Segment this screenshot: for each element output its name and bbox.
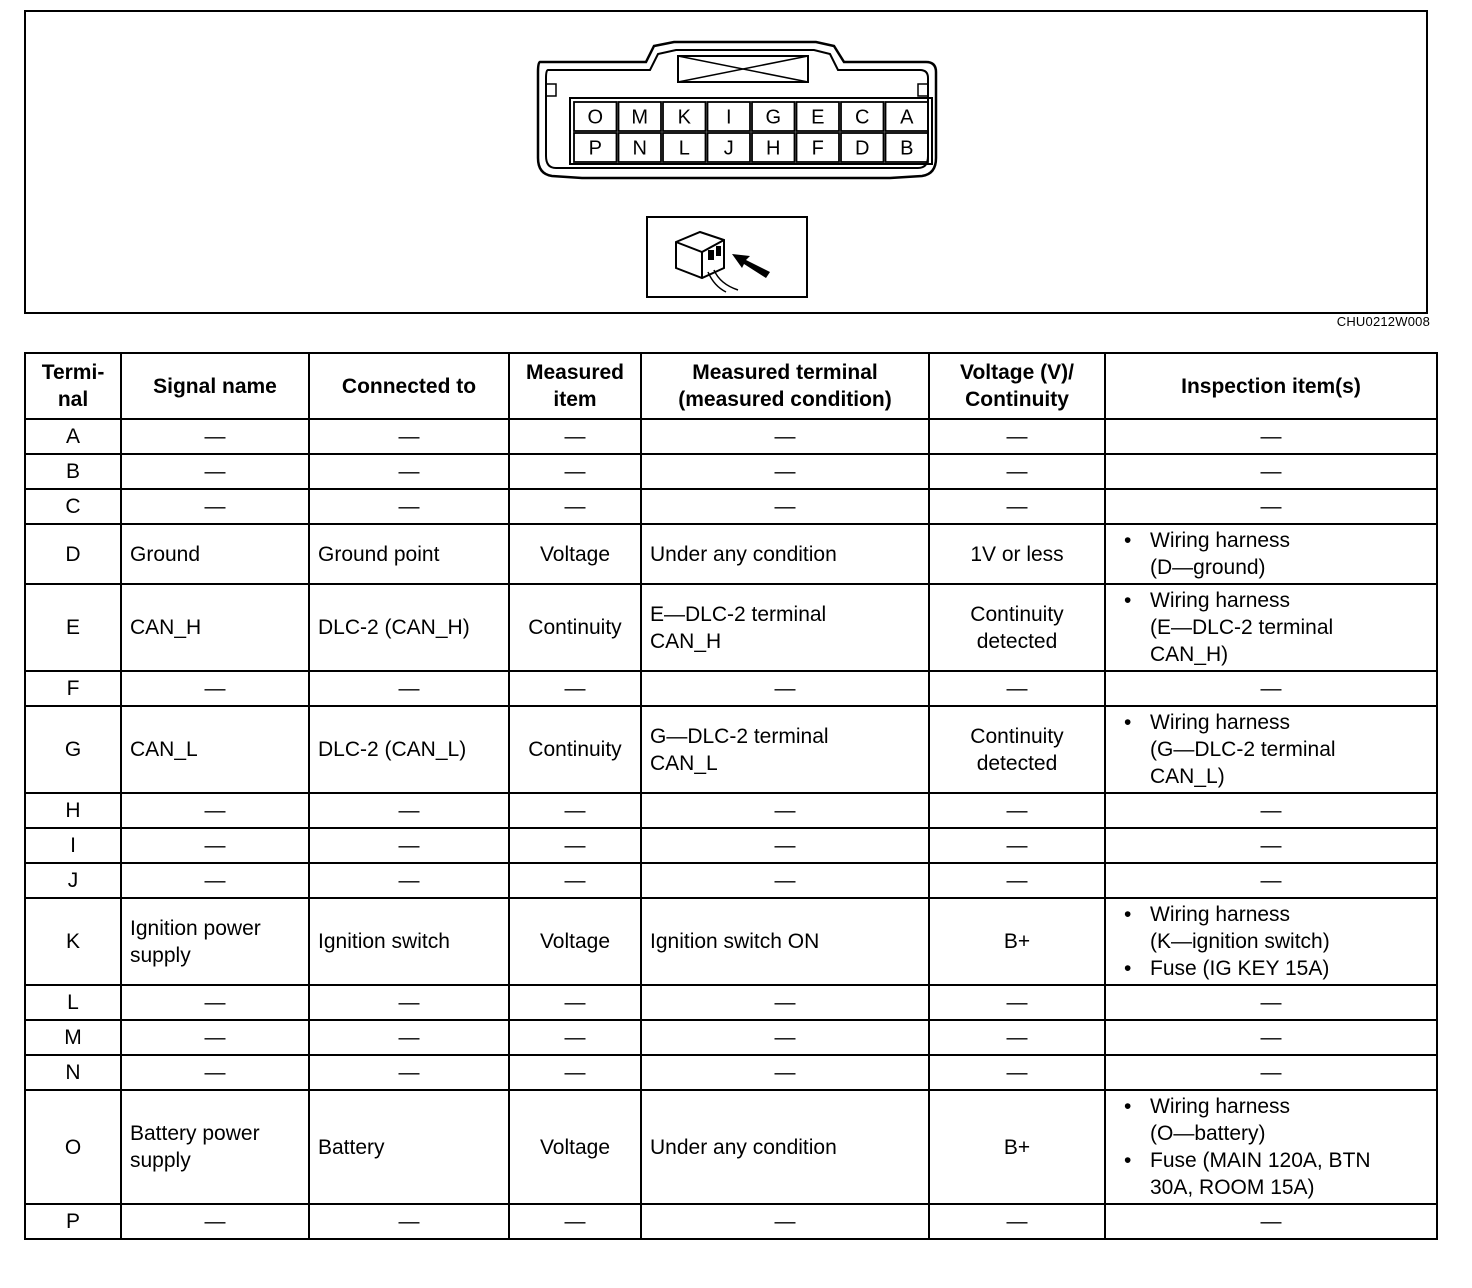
cell-measured-item: Voltage bbox=[509, 524, 641, 584]
cell-inspection-items: — bbox=[1105, 671, 1437, 706]
cell-inspection-items: — bbox=[1105, 828, 1437, 863]
cell-inspection-items: — bbox=[1105, 1055, 1437, 1090]
cell-signal-name: — bbox=[121, 793, 309, 828]
cell-signal-name: — bbox=[121, 863, 309, 898]
table-row-F bbox=[25, 671, 1437, 706]
connector-pin-label: C bbox=[855, 106, 870, 129]
inspection-item: • Wiring harness (O—battery) bbox=[1114, 1093, 1428, 1147]
table-row-B bbox=[25, 454, 1437, 489]
cell-measured-item: — bbox=[509, 985, 641, 1020]
cell-connected-to: Ground point bbox=[309, 524, 509, 584]
cell-measured-item: Voltage bbox=[509, 1090, 641, 1204]
cell-connected-to: DLC-2 (CAN_L) bbox=[309, 706, 509, 793]
cell-terminal: P bbox=[25, 1204, 121, 1239]
header-signal-name: Signal name bbox=[121, 353, 309, 419]
inspection-item: • Fuse (MAIN 120A, BTN 30A, ROOM 15A) bbox=[1114, 1147, 1428, 1201]
cell-measured-terminal: G—DLC-2 terminal CAN_L bbox=[641, 706, 929, 793]
cell-signal-name: — bbox=[121, 1020, 309, 1055]
cell-signal-name: Ground bbox=[121, 524, 309, 584]
cell-terminal: F bbox=[25, 671, 121, 706]
table-row-H bbox=[25, 793, 1437, 828]
cell-voltage-continuity: — bbox=[929, 1020, 1105, 1055]
cell-connected-to: — bbox=[309, 828, 509, 863]
cell-signal-name: — bbox=[121, 419, 309, 454]
cell-terminal: H bbox=[25, 793, 121, 828]
table-row-K bbox=[25, 898, 1437, 985]
inspection-list bbox=[1114, 709, 1428, 790]
cell-measured-item: — bbox=[509, 1204, 641, 1239]
cell-voltage-continuity: B+ bbox=[929, 1090, 1105, 1204]
connector-pin-label: B bbox=[900, 137, 914, 160]
cell-signal-name: — bbox=[121, 489, 309, 524]
connector-figure bbox=[24, 10, 1428, 314]
table-row-E bbox=[25, 584, 1437, 671]
cell-measured-terminal: E—DLC-2 terminal CAN_H bbox=[641, 584, 929, 671]
table-header-row bbox=[25, 353, 1437, 419]
cell-connected-to: — bbox=[309, 671, 509, 706]
table-row-L bbox=[25, 985, 1437, 1020]
inspection-list bbox=[1114, 527, 1428, 581]
cell-measured-item: — bbox=[509, 419, 641, 454]
connector-view-icon bbox=[646, 216, 808, 298]
cell-terminal: C bbox=[25, 489, 121, 524]
cell-measured-terminal: — bbox=[641, 828, 929, 863]
cell-measured-item: — bbox=[509, 828, 641, 863]
cell-inspection-items bbox=[1105, 706, 1437, 793]
connector-pin-label: P bbox=[588, 137, 602, 160]
cell-signal-name: CAN_H bbox=[121, 584, 309, 671]
cell-voltage-continuity: — bbox=[929, 1204, 1105, 1239]
cell-signal-name: — bbox=[121, 1204, 309, 1239]
cell-connected-to: Ignition switch bbox=[309, 898, 509, 985]
cell-voltage-continuity: — bbox=[929, 419, 1105, 454]
cell-terminal: K bbox=[25, 898, 121, 985]
cell-connected-to: — bbox=[309, 793, 509, 828]
inspection-item: • Wiring harness (K—ignition switch) bbox=[1114, 901, 1428, 955]
cell-voltage-continuity: — bbox=[929, 671, 1105, 706]
connector-pin-label: K bbox=[677, 106, 691, 129]
cell-connected-to: — bbox=[309, 1055, 509, 1090]
cell-connected-to: — bbox=[309, 419, 509, 454]
cell-signal-name: — bbox=[121, 671, 309, 706]
table-row-C bbox=[25, 489, 1437, 524]
cell-measured-terminal: — bbox=[641, 863, 929, 898]
cell-voltage-continuity: — bbox=[929, 1055, 1105, 1090]
inspection-item: • Wiring harness (D—ground) bbox=[1114, 527, 1428, 581]
cell-terminal: J bbox=[25, 863, 121, 898]
table-row-M bbox=[25, 1020, 1437, 1055]
cell-terminal: O bbox=[25, 1090, 121, 1204]
cell-signal-name: — bbox=[121, 454, 309, 489]
connector-pin-label: E bbox=[811, 106, 825, 129]
cell-measured-item: Continuity bbox=[509, 584, 641, 671]
cell-terminal: M bbox=[25, 1020, 121, 1055]
cell-voltage-continuity: Continuity detected bbox=[929, 584, 1105, 671]
cell-inspection-items: — bbox=[1105, 863, 1437, 898]
cell-voltage-continuity: — bbox=[929, 793, 1105, 828]
cell-measured-terminal: — bbox=[641, 454, 929, 489]
cell-connected-to: DLC-2 (CAN_H) bbox=[309, 584, 509, 671]
connector-pin-label: O bbox=[587, 106, 604, 129]
cell-terminal: L bbox=[25, 985, 121, 1020]
connector-pin-label: M bbox=[631, 106, 649, 129]
cell-voltage-continuity: 1V or less bbox=[929, 524, 1105, 584]
cell-measured-item: — bbox=[509, 793, 641, 828]
cell-measured-item: — bbox=[509, 489, 641, 524]
cell-inspection-items: — bbox=[1105, 1020, 1437, 1055]
cell-measured-terminal: — bbox=[641, 985, 929, 1020]
table-row-N bbox=[25, 1055, 1437, 1090]
table-row-P bbox=[25, 1204, 1437, 1239]
cell-voltage-continuity: — bbox=[929, 454, 1105, 489]
connector-pin-label: H bbox=[766, 137, 781, 160]
cell-measured-terminal: — bbox=[641, 1204, 929, 1239]
cell-measured-item: — bbox=[509, 863, 641, 898]
cell-voltage-continuity: — bbox=[929, 863, 1105, 898]
terminal-spec-table bbox=[24, 352, 1438, 1240]
cell-connected-to: — bbox=[309, 1020, 509, 1055]
inspection-list bbox=[1114, 901, 1428, 982]
cell-measured-item: Continuity bbox=[509, 706, 641, 793]
cell-signal-name: CAN_L bbox=[121, 706, 309, 793]
cell-voltage-continuity: — bbox=[929, 489, 1105, 524]
cell-measured-terminal: Under any condition bbox=[641, 1090, 929, 1204]
cell-inspection-items bbox=[1105, 898, 1437, 985]
inspection-item: • Wiring harness (G—DLC-2 terminal CAN_L) bbox=[1114, 709, 1428, 790]
cell-terminal: I bbox=[25, 828, 121, 863]
connector-pin-label: D bbox=[855, 137, 870, 160]
connector-pin-label: L bbox=[678, 137, 690, 160]
cell-connected-to: — bbox=[309, 489, 509, 524]
cell-measured-terminal: — bbox=[641, 1020, 929, 1055]
header-measured-terminal: Measured terminal (measured condition) bbox=[641, 353, 929, 419]
connector-pin-label: F bbox=[811, 137, 824, 160]
header-inspection-items: Inspection item(s) bbox=[1105, 353, 1437, 419]
header-measured-item: Measured item bbox=[509, 353, 641, 419]
inspection-list bbox=[1114, 587, 1428, 668]
cell-connected-to: Battery bbox=[309, 1090, 509, 1204]
inspection-item: • Fuse (IG KEY 15A) bbox=[1114, 955, 1428, 982]
inspection-list bbox=[1114, 1093, 1428, 1201]
header-voltage-continuity: Voltage (V)/ Continuity bbox=[929, 353, 1105, 419]
cell-voltage-continuity: — bbox=[929, 828, 1105, 863]
cell-terminal: G bbox=[25, 706, 121, 793]
cell-inspection-items: — bbox=[1105, 454, 1437, 489]
connector-pin-label: I bbox=[725, 106, 732, 129]
cell-measured-terminal: — bbox=[641, 419, 929, 454]
connector-diagram bbox=[526, 28, 946, 198]
cell-signal-name: — bbox=[121, 1055, 309, 1090]
cell-measured-item: — bbox=[509, 1020, 641, 1055]
cell-voltage-continuity: — bbox=[929, 985, 1105, 1020]
connector-pin-label: J bbox=[723, 137, 734, 160]
cell-signal-name: — bbox=[121, 828, 309, 863]
cell-inspection-items bbox=[1105, 584, 1437, 671]
cell-signal-name: Battery power supply bbox=[121, 1090, 309, 1204]
cell-inspection-items: — bbox=[1105, 419, 1437, 454]
cell-signal-name: Ignition power supply bbox=[121, 898, 309, 985]
cell-inspection-items: — bbox=[1105, 985, 1437, 1020]
cell-terminal: A bbox=[25, 419, 121, 454]
cell-measured-terminal: Under any condition bbox=[641, 524, 929, 584]
cell-inspection-items: — bbox=[1105, 489, 1437, 524]
connector-pin-label: N bbox=[632, 137, 647, 160]
table-row-G bbox=[25, 706, 1437, 793]
cell-inspection-items: — bbox=[1105, 793, 1437, 828]
cell-connected-to: — bbox=[309, 863, 509, 898]
cell-measured-item: — bbox=[509, 454, 641, 489]
cell-voltage-continuity: Continuity detected bbox=[929, 706, 1105, 793]
connector-pin-label: G bbox=[765, 106, 782, 129]
cell-terminal: N bbox=[25, 1055, 121, 1090]
table-row-A bbox=[25, 419, 1437, 454]
cell-measured-terminal: Ignition switch ON bbox=[641, 898, 929, 985]
figure-code: CHU0212W008 bbox=[1336, 314, 1430, 329]
cell-measured-terminal: — bbox=[641, 793, 929, 828]
table-row-I bbox=[25, 828, 1437, 863]
cell-voltage-continuity: B+ bbox=[929, 898, 1105, 985]
cell-connected-to: — bbox=[309, 985, 509, 1020]
cell-measured-item: — bbox=[509, 1055, 641, 1090]
cell-inspection-items: — bbox=[1105, 1204, 1437, 1239]
cell-terminal: E bbox=[25, 584, 121, 671]
cell-signal-name: — bbox=[121, 985, 309, 1020]
cell-measured-terminal: — bbox=[641, 1055, 929, 1090]
cell-connected-to: — bbox=[309, 1204, 509, 1239]
cell-inspection-items bbox=[1105, 524, 1437, 584]
cell-measured-item: — bbox=[509, 671, 641, 706]
cell-terminal: B bbox=[25, 454, 121, 489]
cell-measured-item: Voltage bbox=[509, 898, 641, 985]
header-connected-to: Connected to bbox=[309, 353, 509, 419]
inspection-item: • Wiring harness (E—DLC-2 terminal CAN_H) bbox=[1114, 587, 1428, 668]
cell-connected-to: — bbox=[309, 454, 509, 489]
table-row-D bbox=[25, 524, 1437, 584]
table-row-J bbox=[25, 863, 1437, 898]
table-row-O bbox=[25, 1090, 1437, 1204]
connector-pin-label: A bbox=[900, 106, 914, 129]
header-terminal: Termi- nal bbox=[25, 353, 121, 419]
cell-measured-terminal: — bbox=[641, 489, 929, 524]
cell-terminal: D bbox=[25, 524, 121, 584]
cell-inspection-items bbox=[1105, 1090, 1437, 1204]
cell-measured-terminal: — bbox=[641, 671, 929, 706]
